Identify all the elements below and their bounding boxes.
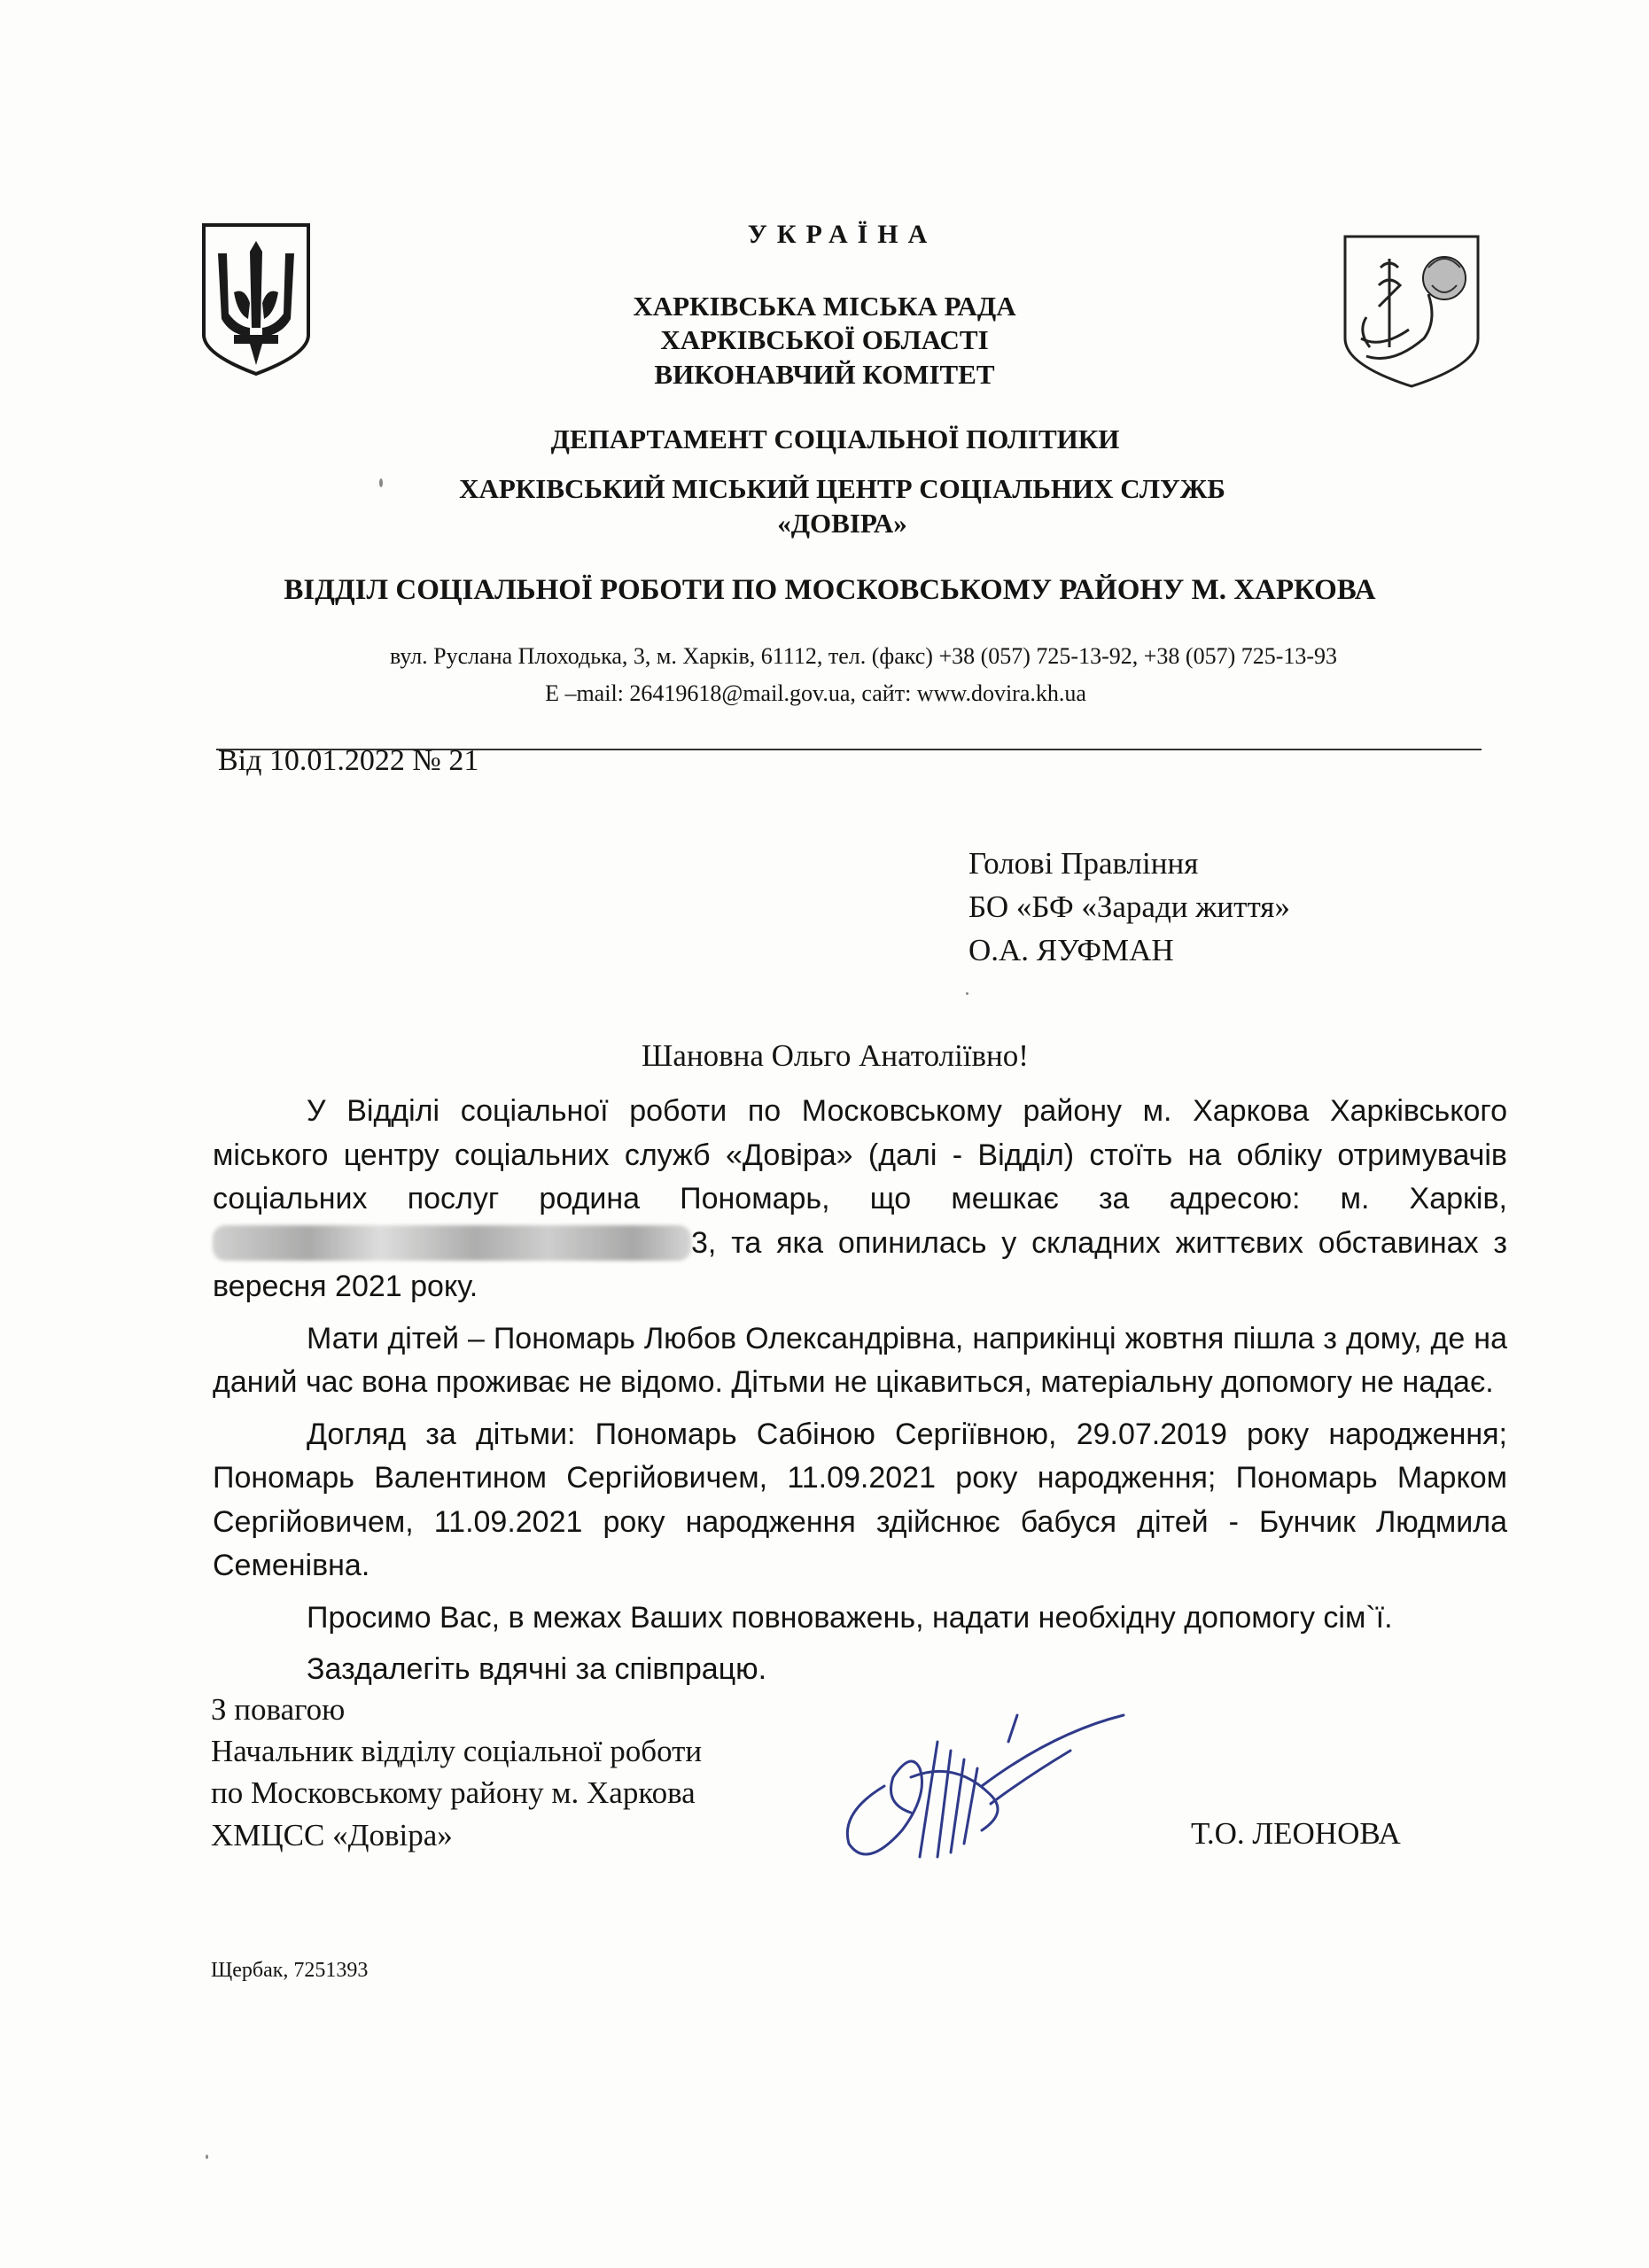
- closing: З повагою: [211, 1692, 346, 1727]
- handwritten-signature: [805, 1680, 1159, 1875]
- addressee-name: О.А. ЯУФМАН: [968, 933, 1174, 967]
- header-city-council: ХАРКІВСЬКА МІСЬКА РАДА: [633, 291, 1016, 322]
- header-department: ДЕПАРТАМЕНТ СОЦІАЛЬНОЇ ПОЛІТИКИ: [550, 423, 1120, 454]
- body-paragraph: Мати дітей – Пономарь Любов Олександрівна, наприкінці жовтня пішла з дому, де на даний час вона проживає не відомо. Дітьми не цікавиться, матеріальну допомогу не надає.: [213, 1321, 1507, 1399]
- salutation: Шановна Ольго Анатоліївно!: [642, 1038, 1029, 1073]
- scan-speck: [206, 2155, 208, 2159]
- signatory-position: Начальник відділу соціальної роботи: [211, 1734, 703, 1768]
- body-paragraph: [213, 1090, 1507, 1309]
- body-paragraph-text: 3, та яка опинилась у складних життєвих обставинах з вересня 2021 року.: [213, 1225, 1507, 1303]
- header-center-name: «ДОВІРА»: [777, 508, 907, 539]
- body-paragraph: Просимо Вас, в межах Ваших повноважень, надати необхідну допомогу сім`ї.: [307, 1600, 1393, 1635]
- scan-speck: [966, 992, 968, 995]
- body-paragraph-text: У Відділі соціальної роботи по Московському району м. Харкова Харківського міського центру соціальних служб «Довіра» (далі - Відділ) стоїть на обліку отримувачів соціальних послуг родина Пономарь, що мешкає за адресою: м. Харків,: [213, 1094, 1507, 1216]
- executor-contact: Щербак, 7251393: [211, 1959, 369, 1982]
- addressee-line: БО «БФ «Заради життя»: [968, 889, 1290, 924]
- header-country: УКРАЇНА: [747, 220, 937, 249]
- body-paragraph: Заздалегіть вдячні за співпрацю.: [307, 1652, 767, 1686]
- header-oblast: ХАРКІВСЬКОЇ ОБЛАСТІ: [660, 324, 989, 355]
- header-address: вул. Руслана Плоходька, 3, м. Харків, 61112, тел. (факс) +38 (057) 725-13-92, +38 (057) 725-13-93: [389, 643, 1338, 669]
- reference-number: Від 10.01.2022 № 21: [218, 744, 479, 777]
- header-division: ВІДДІЛ СОЦІАЛЬНОЇ РОБОТИ ПО МОСКОВСЬКОМУ РАЙОНУ М. ХАРКОВА: [284, 574, 1376, 606]
- body-paragraph: Догляд за дітьми: Пономарь Сабіною Сергіївною, 29.07.2019 року народження; Пономарь Валентином Сергійовичем, 11.09.2021 року народження; Пономарь Марком Сергійовичем, 11.09.2021 року народження здійснює бабуся дітей - Бунчик Людмила Семенівна.: [213, 1417, 1507, 1582]
- addressee-line: Голові Правління: [968, 846, 1199, 881]
- signatory-name: Т.О. ЛЕОНОВА: [1191, 1816, 1401, 1851]
- letter-body: [213, 1090, 1507, 1700]
- signatory-position: по Московському району м. Харкова: [211, 1775, 696, 1810]
- signatory-organization: ХМЦСС «Довіра»: [211, 1818, 453, 1852]
- scan-speck: [379, 478, 383, 487]
- header-contacts: E –mail: 26419618@mail.gov.ua, сайт: www.dovira.kh.ua: [545, 680, 1086, 706]
- header-center: ХАРКІВСЬКИЙ МІСЬКИЙ ЦЕНТР СОЦІАЛЬНИХ СЛУЖБ: [459, 473, 1225, 504]
- header-executive-committee: ВИКОНАВЧИЙ КОМІТЕТ: [654, 359, 995, 390]
- redacted-address: [213, 1225, 691, 1261]
